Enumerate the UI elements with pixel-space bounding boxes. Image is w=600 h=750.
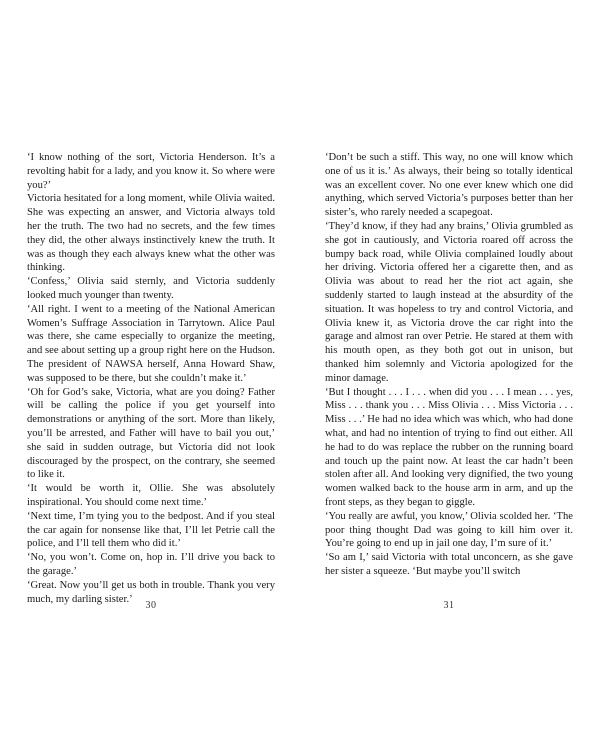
paragraph: ‘You really are awful, you know,’ Olivia scolded her. ‘The poor thing thought Dad was going to kill him over it. You’re going to end up in jail one day, I’m sure of it.’ [325, 510, 573, 550]
right-page [325, 151, 573, 593]
paragraph: ‘They’d know, if they had any brains,’ Olivia grumbled as she got in cautiously, and Victoria roared off across the bumpy back road, while Olivia complained loudly about her driving. Victoria offered her a cigarette then, and as Olivia was about to read her the riot act again, she suddenly started to laugh instead at the absurdity of the situation. It was hopeless to try and control Victoria, and Olivia knew it, as Victoria drove the car right into the garage and almost ran over Petrie. He stared at them with his mouth open, as they both got out in unison, but thanked him solemnly and Victoria apologized for the minor damage. [325, 220, 573, 384]
paragraph: ‘Don’t be such a stiff. This way, no one will know which one of us it is.’ As always, their being so totally identical was an excellent cover. No one ever knew which one did anything, which served Victoria’s purposes better than her sister’s, who rarely needed a scapegoat. [325, 152, 573, 219]
paragraph: ‘But I thought . . . I . . . when did you . . . I mean . . . yes, Miss . . . thank you . . . Miss Olivia . . . Miss Victoria . . . Miss . . .’ He had no idea which was which, who had done what, and had no intention of trying to find out either. All he had to do was replace the rubber on the running board and touch up the paint now. At least the car hadn’t been stolen after all. And looking very dignified, the two young women walked back to the house arm in arm, and up the front steps, as they began to giggle. [325, 386, 573, 508]
paragraph: ‘It would be worth it, Ollie. She was absolutely inspirational. You should come next time.’ [27, 483, 275, 508]
right-page-text [325, 151, 573, 593]
paragraph: ‘Oh for God’s sake, Victoria, what are you doing? Father will be calling the police if you get yourself into demonstrations or anything of the sort. More than likely, you’ll be arrested, and Father will have to bail you out,’ she said in sudden outrage, but Victoria did not look discouraged by the prospect, on the contrary, she seemed to like it. [27, 386, 275, 481]
paragraph: ‘Confess,’ Olivia said sternly, and Victoria suddenly looked much younger than twenty. [27, 276, 275, 301]
paragraph: ‘All right. I went to a meeting of the National American Women’s Suffrage Association in Tarrytown. Alice Paul was there, she came especially to organize the meeting, and see about setting up a group right here on the Hudson. The president of NAWSA herself, Anna Howard Shaw, was supposed to be there, but she couldn’t make it.’ [27, 303, 275, 384]
paragraph: ‘Next time, I’m tying you to the bedpost. And if you steal the car again for nonsense like that, I’ll let Petrie call the police, and I’ll tell them who did it.’ [27, 510, 275, 550]
left-page-text [27, 151, 275, 605]
paragraph: ‘I know nothing of the sort, Victoria Henderson. It’s a revolting habit for a lady, and you know it. So where were you?’ [27, 152, 275, 191]
paragraph: ‘So am I,’ said Victoria with total unconcern, as she gave her sister a squeeze. ‘But maybe you’ll switch [325, 552, 573, 577]
paragraph: ‘No, you won’t. Come on, hop in. I’ll drive you back to the garage.’ [27, 552, 275, 577]
paragraph: Victoria hesitated for a long moment, while Olivia waited. She was expecting an answer, and Victoria always told her the truth. The two had no secrets, and the few times they did, the other always instinctively knew the truth. It was as though they each always knew what the other was thinking. [27, 193, 275, 274]
page-number-right: 31 [443, 600, 455, 611]
paragraph: ‘Great. Now you’ll get us both in trouble. Thank you very much, my darling sister.’ [27, 579, 275, 605]
left-page [27, 151, 275, 605]
page-number-left: 30 [145, 600, 157, 611]
